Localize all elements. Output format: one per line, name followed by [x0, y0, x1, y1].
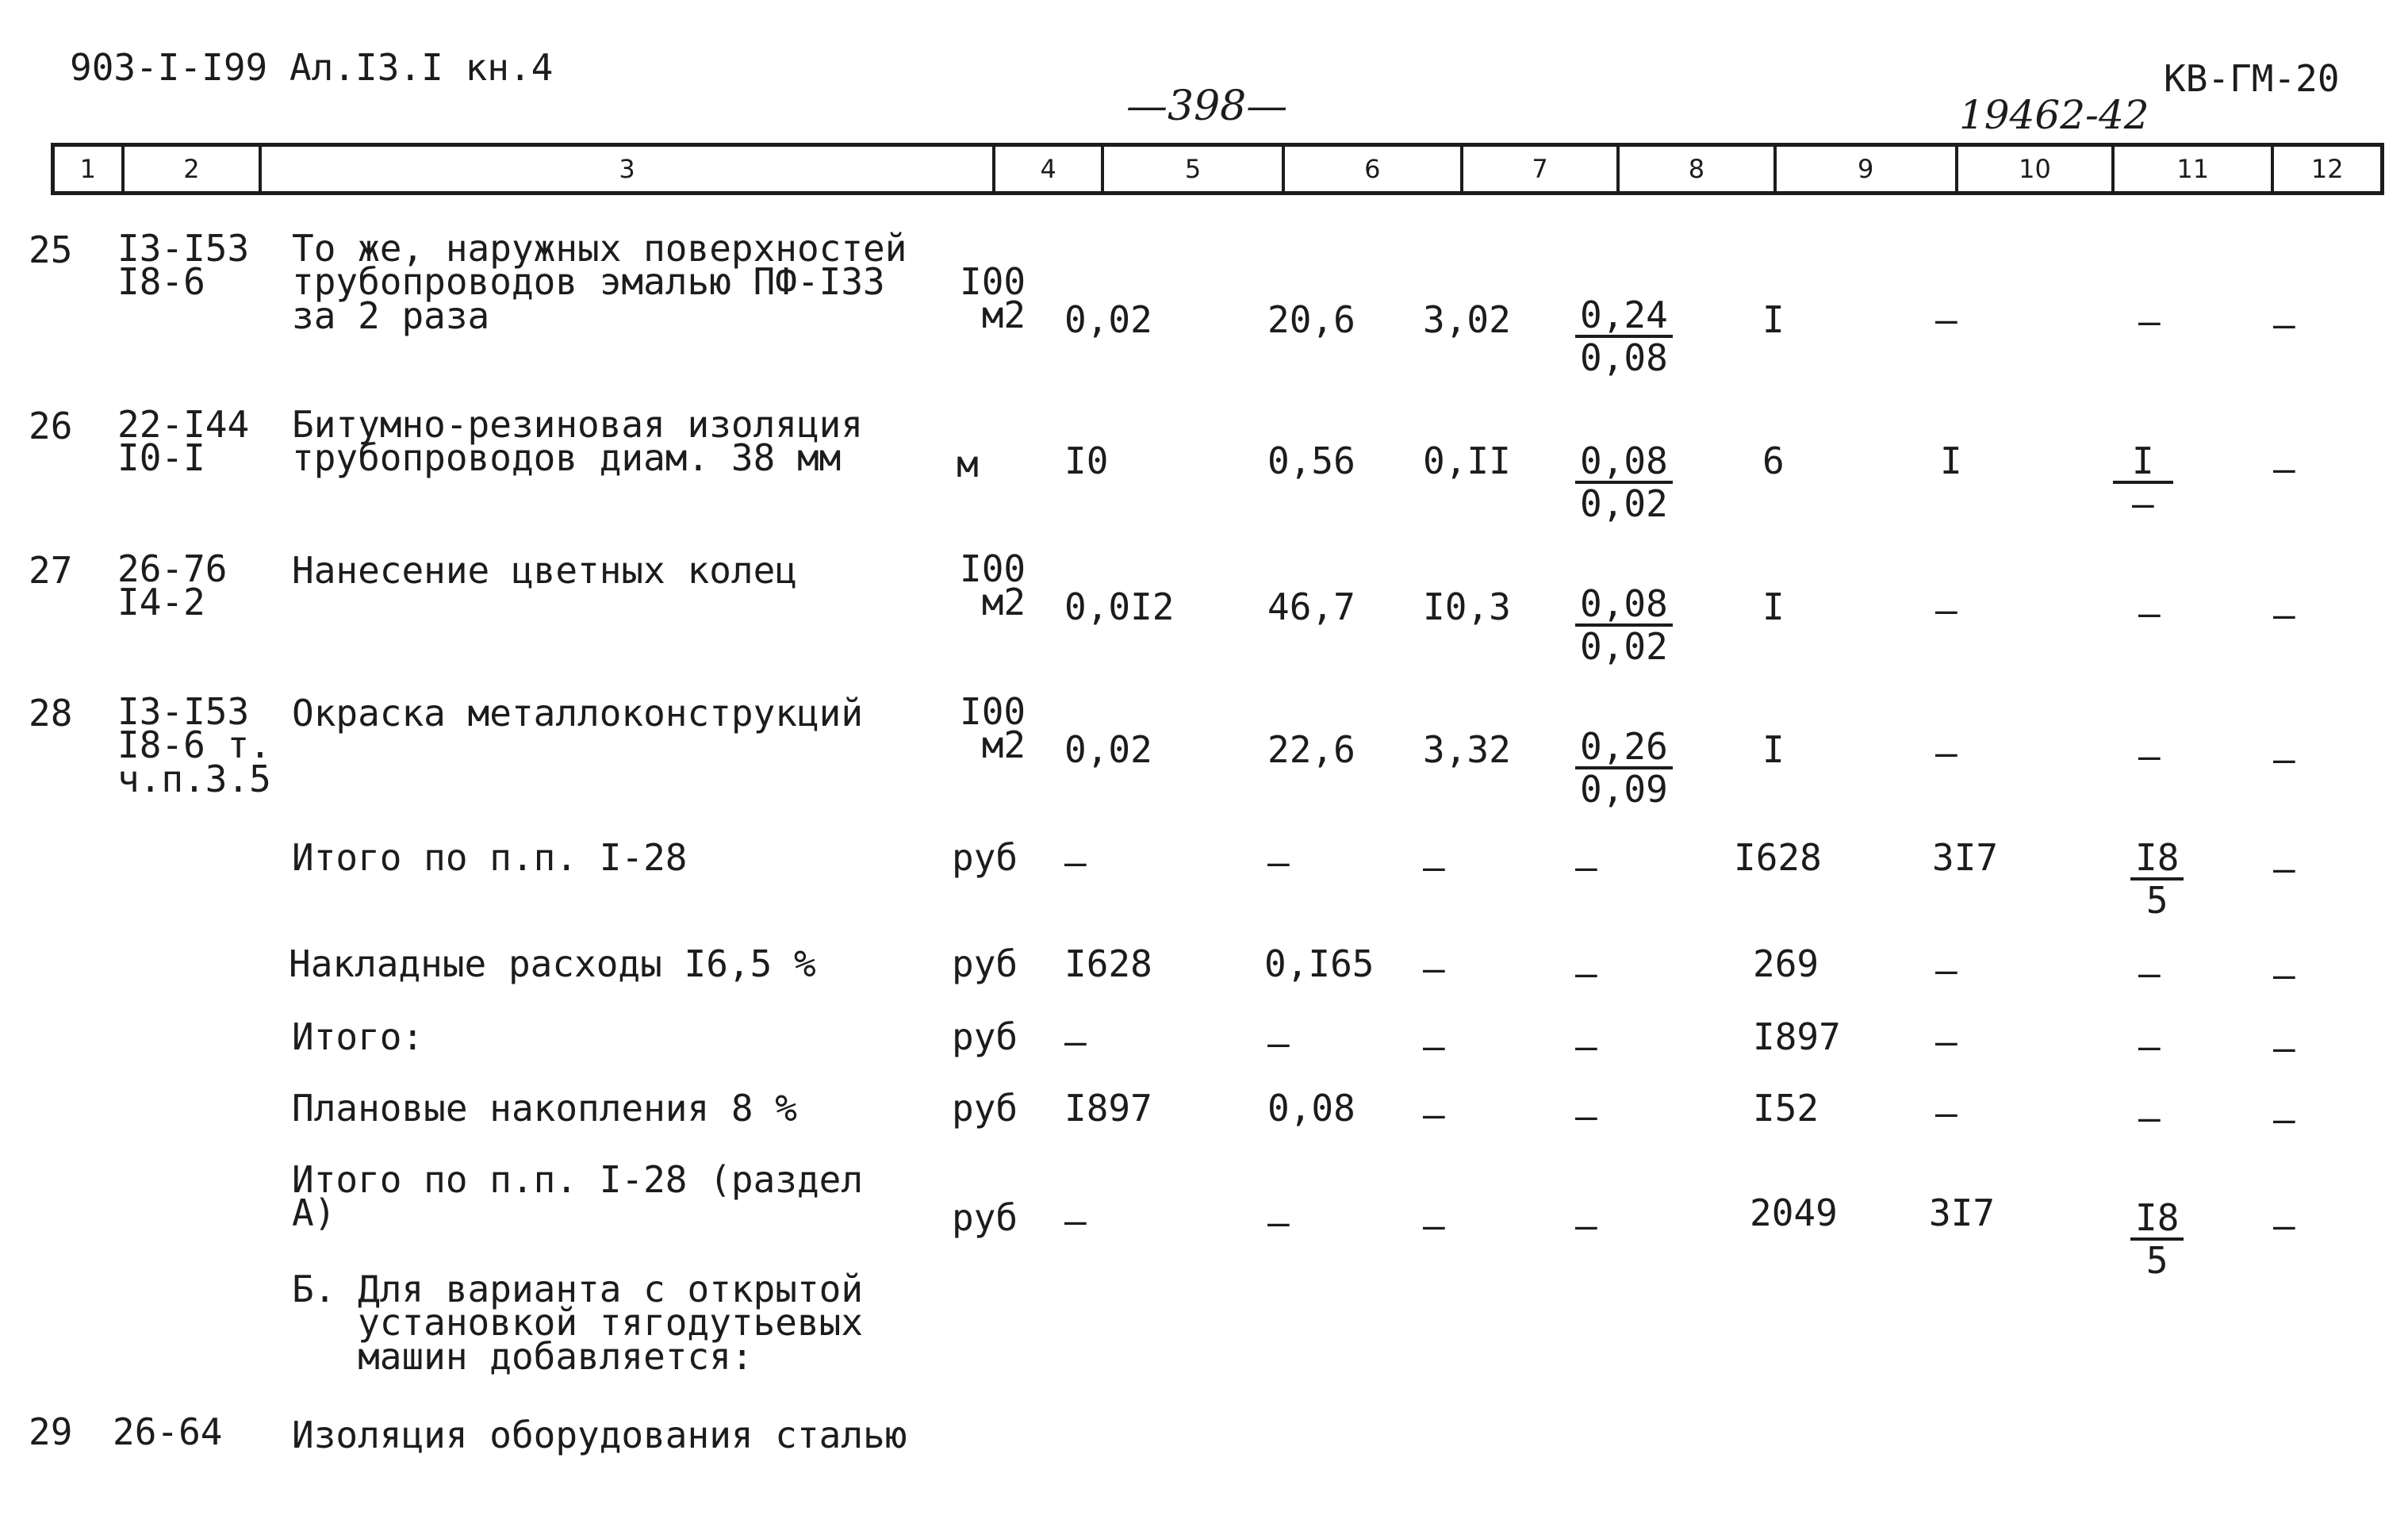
total-cost: I: [1762, 585, 1785, 628]
machine-cost-numerator: 0,24: [1575, 297, 1673, 338]
sheet-code: КВ-ГМ-20: [2164, 57, 2340, 100]
total-cost: 6: [1762, 439, 1785, 482]
column-header-11: 11: [2115, 147, 2274, 191]
column-12-value: –: [2273, 1098, 2295, 1141]
quantity: –: [1064, 1020, 1087, 1063]
column-header-2: 2: [125, 147, 262, 191]
summary-description: Итого по п.п. I-28: [292, 836, 688, 879]
machines-total-numerator: I8: [2130, 1199, 2184, 1241]
machines-total: –: [2138, 592, 2161, 635]
column-header-10: 10: [1958, 147, 2115, 191]
column-header-8: 8: [1620, 147, 1776, 191]
machine-cost-numerator: 0,26: [1575, 728, 1673, 769]
total-cost: 269: [1753, 942, 1819, 985]
wages-total: –: [1935, 949, 1957, 992]
machine-cost-denominator: 0,09: [1580, 768, 1668, 811]
machines-total: –: [2138, 1096, 2161, 1139]
unit-price: 20,6: [1267, 298, 1355, 341]
unit-price: 0,I65: [1264, 942, 1375, 985]
machine-cost: –: [1575, 1095, 1597, 1138]
wage-cost: 0,II: [1423, 439, 1511, 482]
wage-cost: –: [1423, 1204, 1445, 1247]
item-description: Битумно-резиновая изоляция трубопроводов диам. 38 мм: [292, 403, 864, 480]
quantity: –: [1064, 841, 1087, 884]
wage-cost: 3,02: [1423, 298, 1511, 341]
unit: I00 м2: [960, 260, 1026, 337]
unit-price: 0,56: [1267, 439, 1355, 482]
machines-total-fraction: [2113, 439, 2173, 525]
rate-code: 26-64: [113, 1410, 223, 1453]
wage-cost: –: [1423, 947, 1445, 990]
unit: руб: [952, 836, 1018, 879]
wages-total: –: [1935, 1092, 1957, 1134]
column-header-6: 6: [1285, 147, 1463, 191]
unit-price: 22,6: [1267, 728, 1355, 771]
machine-cost-fraction: [1575, 725, 1673, 811]
machines-total-fraction: [2130, 836, 2184, 922]
column-header-5: 5: [1104, 147, 1284, 191]
page-number: —398—: [1126, 82, 1288, 130]
unit: руб: [952, 1087, 1018, 1130]
column-header-1: 1: [55, 147, 125, 191]
machines-total: –: [2138, 735, 2161, 777]
wage-cost: –: [1423, 1093, 1445, 1136]
item-description: Окраска металлоконструкций: [292, 692, 864, 735]
summary-description: Итого:: [292, 1015, 424, 1058]
wage-cost: –: [1423, 1025, 1445, 1068]
unit: I00 м2: [960, 690, 1026, 767]
machines-total-denominator: 5: [2145, 879, 2168, 922]
machines-total-fraction: [2130, 1196, 2184, 1282]
machine-cost-numerator: 0,08: [1575, 585, 1673, 627]
summary-description: Накладные расходы I6,5 %: [289, 942, 816, 985]
wages-total: –: [1935, 298, 1957, 341]
column-header-7: 7: [1463, 147, 1620, 191]
rate-code: 26-76 I4-2: [117, 547, 228, 624]
total-cost: I897: [1753, 1015, 1841, 1058]
column-12-value: –: [2273, 593, 2295, 636]
total-cost: I52: [1753, 1087, 1819, 1130]
column-12-value: –: [2273, 447, 2295, 490]
machines-total-numerator: I8: [2130, 839, 2184, 881]
rate-code: I3-I53 I8-6: [117, 227, 250, 304]
machine-cost: –: [1575, 846, 1597, 888]
column-12-value: –: [2273, 303, 2295, 346]
document-code: 903-I-I99 Ал.I3.I кн.4: [70, 46, 554, 89]
column-12-value: –: [2273, 953, 2295, 996]
total-cost: I: [1762, 298, 1785, 341]
unit-price: –: [1267, 841, 1290, 884]
total-cost: I: [1762, 728, 1785, 771]
item-description: Изоляция оборудования сталью: [292, 1414, 907, 1456]
unit: руб: [952, 1015, 1018, 1058]
wages-total: –: [1935, 589, 1957, 631]
column-header-row: [51, 143, 2384, 195]
column-12-value: –: [2273, 738, 2295, 781]
quantity: I628: [1064, 942, 1152, 985]
total-cost: I628: [1734, 836, 1822, 879]
row-number: 28: [29, 692, 73, 735]
quantity: 0,02: [1064, 728, 1152, 771]
column-header-9: 9: [1777, 147, 1958, 191]
machine-cost: –: [1575, 1025, 1597, 1068]
quantity: I897: [1064, 1087, 1152, 1130]
wage-cost: I0,3: [1423, 585, 1511, 628]
section-b-heading: Б. Для варианта с открытой установкой тягодутьевых машин добавляется:: [292, 1268, 864, 1378]
machines-total: –: [2138, 952, 2161, 995]
unit: руб: [952, 942, 1018, 985]
machines-total: –: [2138, 300, 2161, 343]
quantity: 0,0I2: [1064, 585, 1175, 628]
handwritten-number: 19462-42: [1959, 92, 2149, 138]
unit: м: [957, 443, 979, 485]
machines-total-denominator: 5: [2145, 1239, 2168, 1282]
row-number: 25: [29, 228, 73, 271]
machine-cost-numerator: 0,08: [1575, 443, 1673, 484]
quantity: –: [1064, 1199, 1087, 1242]
column-header-3: 3: [262, 147, 995, 191]
unit-price: 46,7: [1267, 585, 1355, 628]
summary-description: Итого по п.п. I-28 (раздел А): [292, 1158, 864, 1235]
machine-cost-denominator: 0,08: [1580, 336, 1668, 379]
column-12-value: –: [2273, 1026, 2295, 1069]
machines-total-denominator: –: [2132, 482, 2154, 525]
wages-total: 3I7: [1929, 1191, 1996, 1234]
machine-cost: –: [1575, 952, 1597, 995]
wages-total: I: [1940, 439, 1962, 482]
machine-cost: –: [1575, 1204, 1597, 1247]
quantity: I0: [1064, 439, 1109, 482]
wage-cost: –: [1423, 846, 1445, 888]
wages-total: –: [1935, 731, 1957, 774]
machines-total: –: [2138, 1025, 2161, 1068]
column-12-value: –: [2273, 1204, 2295, 1247]
wages-total: 3I7: [1932, 836, 1999, 879]
unit-price: –: [1267, 1022, 1290, 1065]
row-number: 29: [29, 1410, 73, 1453]
machine-cost-fraction: [1575, 582, 1673, 668]
rate-code: I3-I53 I8-6 т. ч.п.3.5: [117, 690, 271, 800]
machine-cost-denominator: 0,02: [1580, 625, 1668, 668]
unit-price: –: [1267, 1201, 1290, 1244]
quantity: 0,02: [1064, 298, 1152, 341]
total-cost: 2049: [1750, 1191, 1838, 1234]
machine-cost-fraction: [1575, 439, 1673, 525]
item-description: Нанесение цветных колец: [292, 549, 797, 592]
machine-cost-fraction: [1575, 294, 1673, 379]
item-description: То же, наружных поверхностей трубопроводов эмалью ПФ-I33 за 2 раза: [292, 227, 907, 337]
machine-cost-denominator: 0,02: [1580, 482, 1668, 525]
wages-total: –: [1935, 1020, 1957, 1063]
unit-price: 0,08: [1267, 1087, 1355, 1130]
column-12-value: –: [2273, 847, 2295, 890]
rate-code: 22-I44 I0-I: [117, 403, 250, 480]
unit: руб: [952, 1196, 1018, 1239]
wage-cost: 3,32: [1423, 728, 1511, 771]
unit: I00 м2: [960, 547, 1026, 624]
machines-total-numerator: I: [2113, 443, 2173, 484]
row-number: 26: [29, 405, 73, 447]
summary-description: Плановые накопления 8 %: [292, 1087, 797, 1130]
column-header-4: 4: [995, 147, 1105, 191]
row-number: 27: [29, 549, 73, 592]
column-header-12: 12: [2310, 154, 2344, 184]
